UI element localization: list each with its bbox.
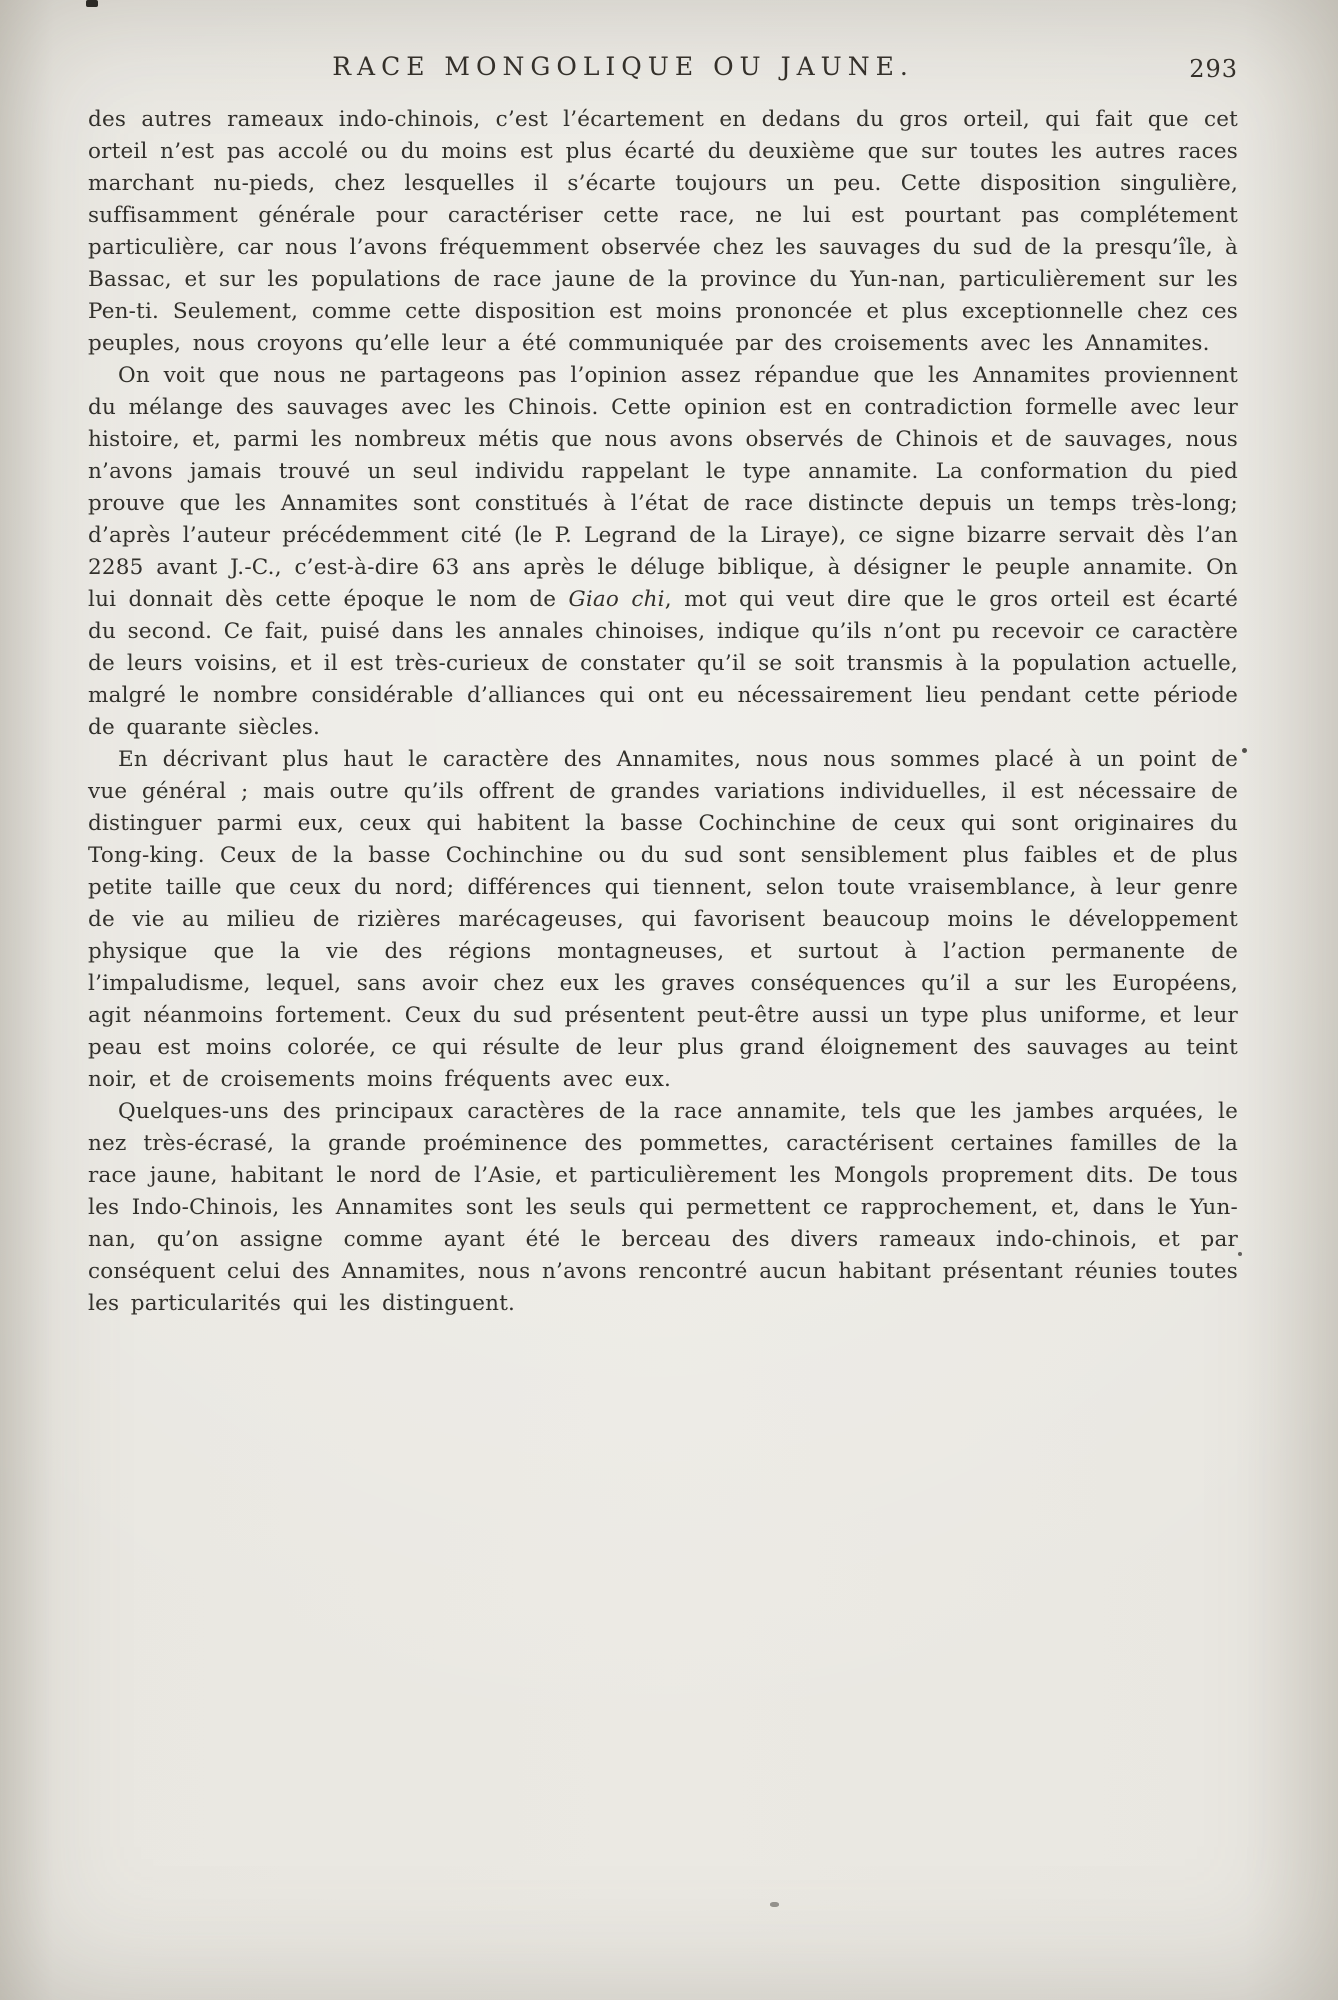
scan-speck [1238, 1252, 1242, 1256]
page-number: 293 [1189, 55, 1238, 83]
scan-speck [1242, 748, 1247, 753]
paragraph-text: , mot qui veut dire que le gros orteil est écarté du second. Ce fait, puisé dans les annales chinoises, indique qu’ils n’ont pu recevoir ce caractère de leurs voisins, et il est très-curieux de constater qu’il se soit transmis à la population actuelle, malgré le nombre considérable d’alliances qui ont eu nécessairement lieu pendant cette période de quarante siècles. [88, 587, 1239, 740]
paragraph-text: des autres rameaux indo-chinois, c’est l’écartement en dedans du gros orteil, qui fait que cet orteil n’est pas accolé ou du moins est plus écarté du deuxième que sur toutes les autres races marchant nu-pieds, chez lesquelles il s’écarte toujours un peu. Cette disposition singulière, suffisamment générale pour caractériser cette race, ne lui est pourtant pas complétement particulière, car nous l’avons fréquemment observée chez les sauvages du sud de la presqu’île, à Bassac, et sur les populations de race jaune de la province du Yun-nan, particulièrement sur les Pen-ti. Seulement, comme cette disposition est moins prononcée et plus exceptionnelle chez ces peuples, nous croyons qu’elle leur a été communiquée par des croisements avec les Annamites. [88, 107, 1238, 356]
paragraph-text: On voit que nous ne partageons pas l’opinion assez répandue que les Annamites proviennent du mélange des sauvages avec les Chinois. Cette opinion est en contradiction formelle avec leur histoire, et, parmi les nombreux métis que nous avons observés de Chinois et de sauvages, nous n’avons jamais trouvé un seul individu rappelant le type annamite. La conformation du pied prouve que les Annamites sont constitués à l’état de race distincte depuis un temps très-long; d’après l’auteur précédemment cité (le P. Legrand de la Liraye), ce signe bizarre servait dès l’an 2285 avant J.-C., c’est-à-dire 63 ans après le déluge biblique, à désigner le peuple annamite. On lui donnait dès cette époque le nom de [88, 363, 1238, 612]
page-header [88, 52, 1238, 86]
paragraph [88, 360, 1238, 744]
paragraph-text: Quelques-uns des principaux caractères de la race annamite, tels que les jambes arquées, le nez très-écrasé, la grande proéminence des pommettes, caractérisent certaines familles de la race jaune, habitant le nord de l’Asie, et particulièrement les Mongols proprement dits. De tous les Indo-Chinois, les Annamites sont les seuls qui permettent ce rapprochement, et, dans le Yun-nan, qu’on assigne comme ayant été le berceau des divers rameaux indo-chinois, et par conséquent celui des Annamites, nous n’avons rencontré aucun habitant présentant réunies toutes les particularités qui les distinguent. [88, 1099, 1238, 1316]
italic-term: Giao chi [568, 587, 665, 612]
paragraph [88, 104, 1238, 360]
paragraph-text: En décrivant plus haut le caractère des Annamites, nous nous sommes placé à un point de vue général ; mais outre qu’ils offrent de grandes variations individuelles, il est nécessaire de distinguer parmi eux, ceux qui habitent la basse Cochinchine de ceux qui sont originaires du Tong-king. Ceux de la basse Cochinchine ou du sud sont sensiblement plus faibles et de plus petite taille que ceux du nord; différences qui tiennent, selon toute vraisemblance, à leur genre de vie au milieu de rizières marécageuses, qui favorisent beaucoup moins le développement physique que la vie des régions montagneuses, et surtout à l’action permanente de l’impaludisme, lequel, sans avoir chez eux les graves conséquences qu’il a sur les Européens, agit néanmoins fortement. Ceux du sud présentent peut-être aussi un type plus uniforme, et leur peau est moins colorée, ce qui résulte de leur plus grand éloignement des sauvages au teint noir, et de croisements moins fréquents avec eux. [88, 747, 1238, 1092]
running-title: RACE MONGOLIQUE OU JAUNE. [332, 52, 914, 81]
paragraph [88, 744, 1238, 1096]
paragraph [88, 1096, 1238, 1320]
body-text [88, 104, 1238, 1320]
scan-speck [86, 0, 98, 7]
scan-speck [770, 1902, 779, 1907]
